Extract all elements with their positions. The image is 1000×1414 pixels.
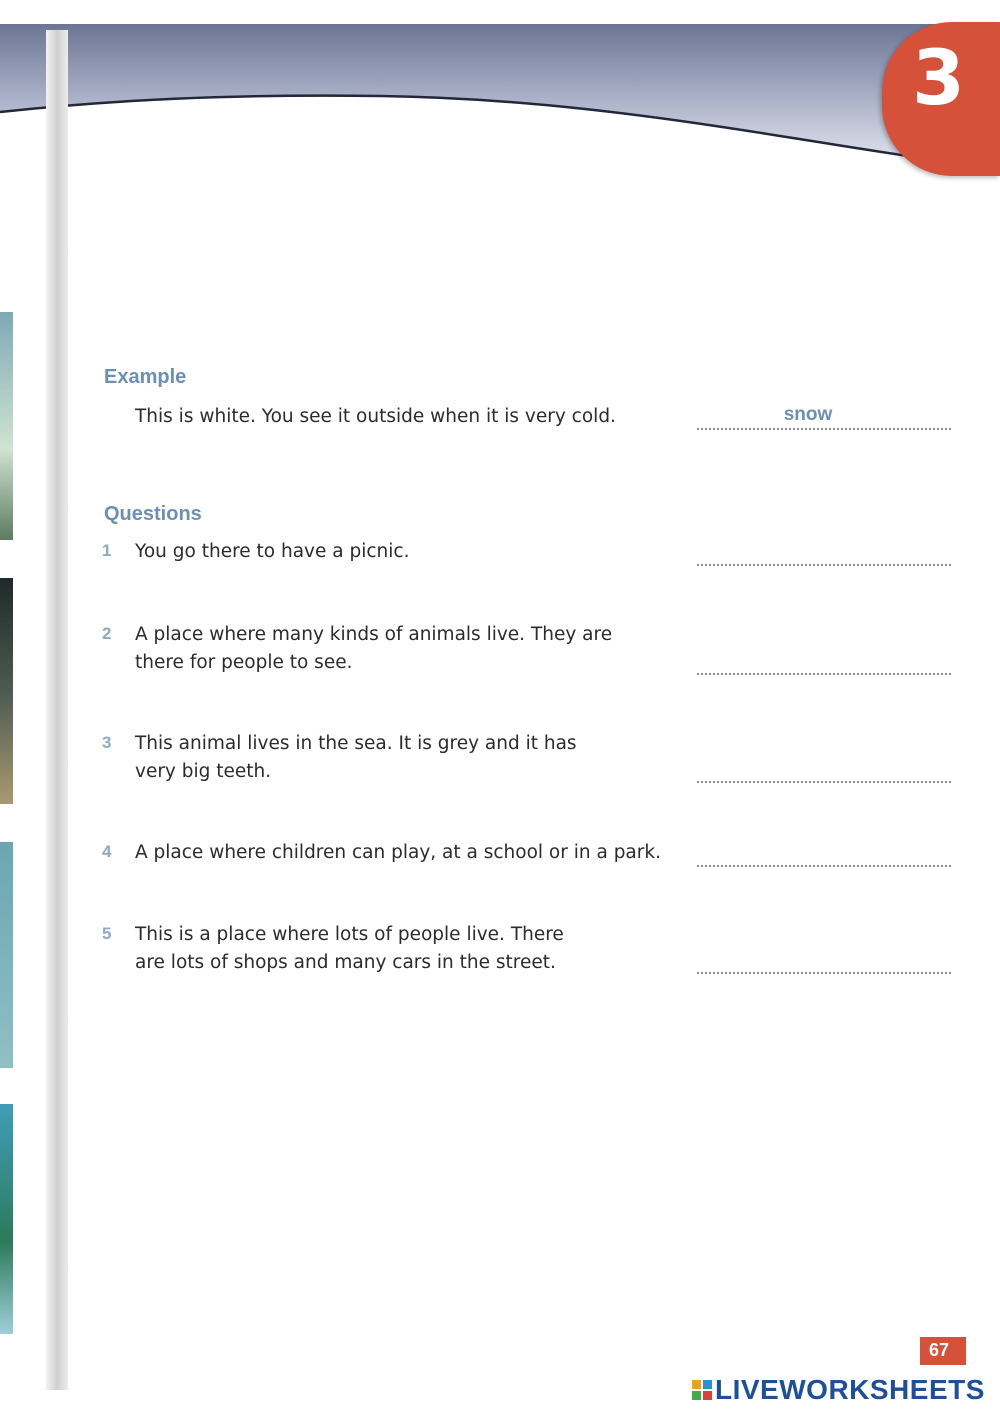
- brand-watermark: [692, 1372, 985, 1408]
- answer-line-2[interactable]: [697, 673, 951, 675]
- question-line: You go there to have a picnic.: [135, 541, 410, 562]
- example-answer: snow: [783, 404, 833, 425]
- question-line: A place where children can play, at a school or in a park.: [135, 842, 661, 863]
- question-text: [135, 839, 695, 867]
- question-number: 2: [102, 624, 112, 643]
- example-heading: Example: [104, 366, 187, 388]
- question-line: are lots of shops and many cars in the street.: [135, 952, 556, 973]
- example-answer-line: [697, 428, 951, 430]
- brand-name: LIVEWORKSHEETS: [715, 1374, 985, 1405]
- facing-page-image: [0, 1104, 13, 1334]
- question-line: very big teeth.: [135, 761, 272, 782]
- question-line: This animal lives in the sea. It is grey and it has: [135, 733, 577, 754]
- book-spine: [46, 30, 68, 1390]
- example-clue: This is white. You see it outside when it is very cold.: [135, 406, 616, 427]
- question-number: 1: [102, 541, 112, 560]
- unit-badge: [882, 22, 1000, 176]
- facing-page-image: [0, 578, 13, 804]
- unit-number: 3: [912, 33, 965, 122]
- question-text: [135, 730, 675, 786]
- question-number: 3: [102, 733, 112, 752]
- answer-line-3[interactable]: [697, 781, 951, 783]
- page-number: 67: [928, 1340, 950, 1360]
- question-number: 5: [102, 924, 112, 943]
- questions-heading: Questions: [104, 503, 202, 525]
- question-line: This is a place where lots of people live. There: [135, 924, 564, 945]
- question-line: A place where many kinds of animals live. They are: [135, 624, 613, 645]
- facing-page-image: [0, 842, 13, 1068]
- facing-page-image: [0, 312, 13, 540]
- question-text: [135, 538, 675, 566]
- question-number: 4: [102, 842, 112, 861]
- header-banner: [0, 0, 1000, 190]
- question-text: [135, 921, 675, 977]
- answer-line-4[interactable]: [697, 865, 951, 867]
- question-text: [135, 621, 675, 677]
- question-line: there for people to see.: [135, 652, 353, 673]
- page-number-box: [920, 1337, 966, 1365]
- liveworksheets-logo-icon: [692, 1380, 712, 1400]
- answer-line-1[interactable]: [697, 564, 951, 566]
- answer-line-5[interactable]: [697, 972, 951, 974]
